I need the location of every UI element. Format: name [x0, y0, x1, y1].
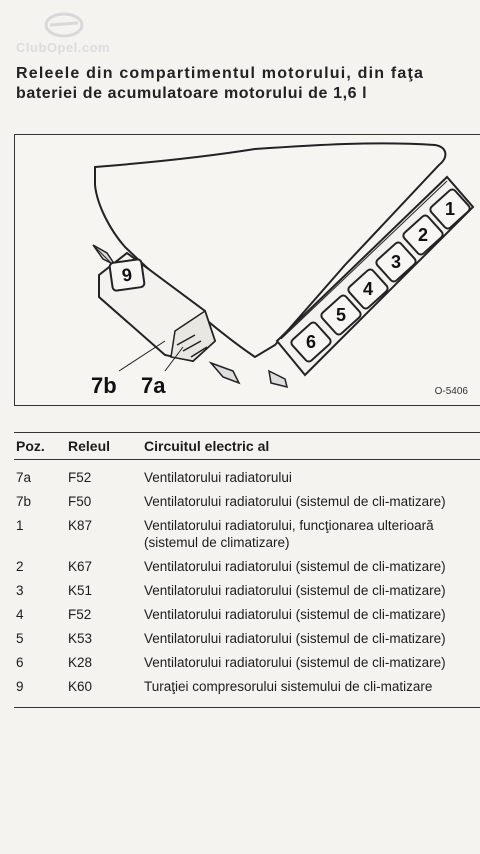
relay-6-label: 6	[305, 332, 317, 352]
cell-poz: 2	[16, 559, 24, 574]
cell-circuit: Ventilatorului radiatorului	[144, 470, 292, 485]
callout-7a: 7a	[141, 373, 166, 398]
cell-circuit: Ventilatorului radiatorului (sistemul de cli-matizare)	[144, 583, 446, 598]
header-poz: Poz.	[16, 437, 45, 454]
relay-9-label: 9	[120, 264, 134, 286]
relay-5-label: 5	[335, 305, 347, 325]
relay-diagram	[14, 134, 480, 406]
cell-poz: 3	[16, 583, 24, 598]
heading-line-2: bateriei de acumulatoare motorului de 1,6 l	[16, 85, 368, 102]
cell-releul: K60	[68, 679, 93, 694]
relay-2-label: 2	[417, 225, 429, 245]
cell-releul: K53	[68, 631, 93, 646]
cell-circuit: Ventilatorului radiatorului (sistemul de cli-matizare)	[144, 559, 446, 574]
cell-releul: F50	[68, 494, 92, 509]
callout-7b: 7b	[91, 373, 117, 398]
table-body	[14, 460, 480, 707]
cell-poz: 9	[16, 679, 24, 694]
relay-diagram-drawing	[15, 135, 480, 407]
cell-releul: K28	[68, 655, 93, 670]
cell-poz: 4	[16, 607, 24, 622]
cell-releul: K51	[68, 583, 93, 598]
cell-releul: F52	[68, 607, 92, 622]
figure-code: O-5406	[434, 386, 468, 397]
table-row	[14, 651, 480, 675]
cell-releul: K87	[68, 518, 93, 533]
relay-1-label: 1	[444, 199, 456, 219]
cell-circuit: Ventilatorului radiatorului (sistemul de cli-matizare)	[144, 655, 446, 670]
table-row	[14, 675, 480, 699]
cell-poz: 1	[16, 518, 24, 533]
table-row	[14, 490, 480, 514]
watermark-logo	[44, 12, 84, 38]
heading-line-1: Releele din compartimentul motorului, din faţa	[16, 65, 425, 82]
watermark-text: ClubOpel.com	[16, 40, 111, 55]
table-row	[14, 555, 480, 579]
cell-poz: 7b	[16, 494, 32, 509]
cell-circuit: Turaţiei compresorului sistemului de cli-matizare	[144, 679, 433, 694]
cell-circuit: Ventilatorului radiatorului (sistemul de cli-matizare)	[144, 607, 446, 622]
table-header	[14, 433, 480, 460]
header-circuit: Circuitul electric al	[144, 437, 270, 454]
table-row	[14, 466, 480, 490]
cell-poz: 6	[16, 655, 24, 670]
relay-4-label: 4	[362, 279, 374, 299]
cell-poz: 7a	[16, 470, 32, 485]
cell-poz: 5	[16, 631, 24, 646]
table-row	[14, 627, 480, 651]
table-row	[14, 603, 480, 627]
relay-9	[109, 259, 145, 291]
cell-releul: K67	[68, 559, 93, 574]
cell-circuit: Ventilatorului radiatorului (sistemul de cli-matizare)	[144, 631, 446, 646]
cell-releul: F52	[68, 470, 92, 485]
header-releul: Releul	[68, 437, 111, 454]
cell-circuit: Ventilatorului radiatorului, funcţionarea ulterioară (sistemul de climatizare)	[144, 518, 434, 550]
cell-circuit: Ventilatorului radiatorului (sistemul de cli-matizare)	[144, 494, 446, 509]
relay-3-label: 3	[390, 252, 402, 272]
page-heading	[16, 64, 480, 104]
table-row	[14, 514, 480, 555]
relay-table	[14, 432, 480, 708]
table-row	[14, 579, 480, 603]
